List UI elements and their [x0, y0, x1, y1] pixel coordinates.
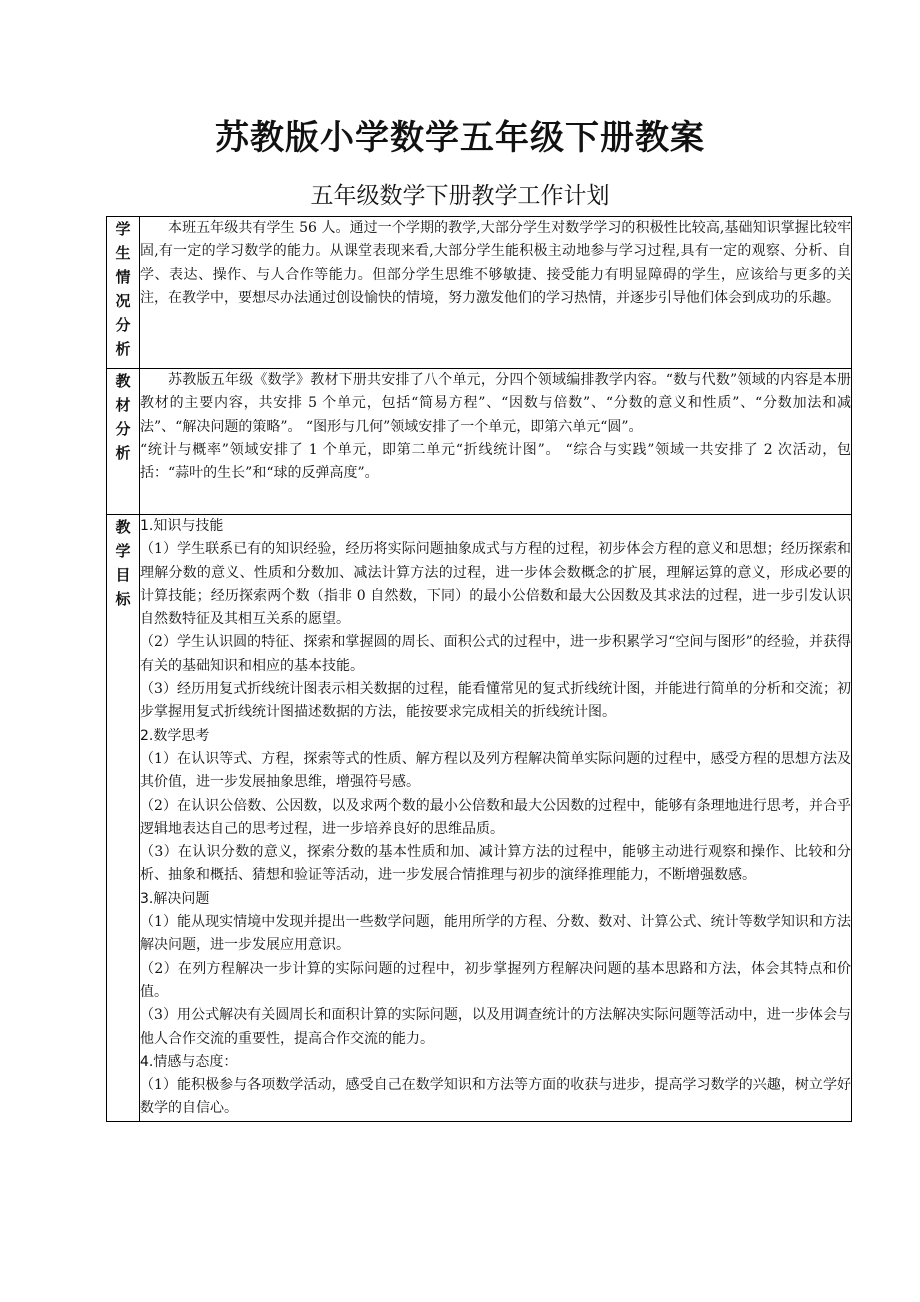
section-title-knowledge: 1.知识与技能: [140, 518, 224, 534]
goal-paragraph: （2）学生认识圆的特征、探索和掌握圆的周长、面积公式的过程中，进一步积累学习“空间与图形”的经验，并获得有关的基础知识和相应的基本技能。: [140, 634, 851, 674]
label-char: 分: [115, 420, 131, 438]
label-char: 析: [115, 444, 131, 462]
material-analysis-para1: 苏教版五年级《数学》教材下册共安排了八个单元，分四个领域编排教学内容。“数与代数”领域的内容是本册教材的主要内容，共安排 5 个单元，包括“简易方程”、“因数与倍数”、“分数的意义和性质”、“分数加法和减法”、“解决问题的策略”。 “图形与几何”领域安排了一个单元，即第六单元“圆”。: [140, 372, 851, 435]
goal-paragraph: （1）能从现实情境中发现并提出一些数学问题，能用所学的方程、分数、数对、计算公式、统计等数学知识和方法解决问题，进一步发展应用意识。: [140, 914, 851, 954]
document-subtitle: 五年级数学下册教学工作计划: [310, 183, 610, 209]
goal-paragraph: （3）用公式解决有关圆周长和面积计算的实际问题，以及用调查统计的方法解决实际问题等活动中，进一步体会与他人合作交流的重要性，提高合作交流的能力。: [140, 1007, 851, 1047]
teaching-goals-content: [140, 515, 852, 1122]
material-analysis-content: [140, 369, 852, 515]
section-title-problem-solving: 3.解决问题: [140, 890, 210, 907]
label-char: 目: [115, 566, 131, 584]
goal-paragraph: （1）能积极参与各项数学活动，感受自己在数学知识和方法等方面的收获与进步，提高学习数学的兴趣，树立学好数学的自信心。: [140, 1077, 851, 1117]
section-title-attitude: 4.情感与态度：: [140, 1053, 238, 1070]
row-label-material-analysis: [107, 369, 140, 515]
label-char: 析: [115, 340, 131, 358]
goal-paragraph: （1）学生联系已有的知识经验，经历将实际问题抽象成式与方程的过程，初步体会方程的意义和思想；经历探索和理解分数的意义、性质和分数加、减法计算方法的过程，进一步体会数概念的扩展，理解运算的意义，形成必要的计算技能；经历探索两个数（指非 0 自然数，下同）的最小公倍数和最大公因数及其求法的过程，进一步引发认识自然数特征及其相互关系的愿望。: [140, 541, 851, 628]
section-title-thinking: 2.数学思考: [140, 727, 210, 744]
material-analysis-para2: “统计与概率”领域安排了 1 个单元，即第二单元“折线统计图”。 “综合与实践”领域一共安排了 2 次活动，包括：“蒜叶的生长”和“球的反弹高度”。: [140, 441, 851, 482]
table-row-students: [107, 217, 852, 369]
document-title: 苏教版小学数学五年级下册教案: [215, 118, 705, 158]
label-char: 分: [115, 316, 131, 334]
row-label-student-analysis: [107, 217, 140, 369]
goal-paragraph: （2）在列方程解决一步计算的实际问题的过程中，初步掌握列方程解决问题的基本思路和方法，体会其特点和价值。: [140, 960, 851, 1000]
goal-paragraph: （1）在认识等式、方程，探索等式的性质、解方程以及列方程解决简单实际问题的过程中，感受方程的思想方法及其价值，进一步发展抽象思维，增强符号感。: [140, 750, 851, 791]
student-analysis-text: 本班五年级共有学生 56 人。通过一个学期的教学,大部分学生对数学学习的积极性比较高,基础知识掌握比较牢固,有一定的学习数学的能力。从课堂表现来看,大部分学生能积极主动地参与学习过程,具有一定的观察、分析、自学、表达、操作、与人合作等能力。但部分学生思维不够敏捷、接受能力有明显障碍的学生，应该给与更多的关注，在教学中，要想尽办法通过创设愉快的情境，努力激发他们的学习热情，并逐步引导他们体会到成功的乐趣。: [140, 220, 851, 306]
goal-paragraph: （2）在认识公倍数、公因数，以及求两个数的最小公倍数和最大公因数的过程中，能够有条理地进行思考，并合乎逻辑地表达自己的思考过程，进一步培养良好的思维品质。: [140, 797, 851, 837]
goal-paragraph: （3）经历用复式折线统计图表示相关数据的过程，能看懂常见的复式折线统计图，并能进行简单的分析和交流；初步掌握用复式折线统计图描述数据的方法，能按要求完成相关的折线统计图。: [140, 681, 851, 721]
label-char: 学: [115, 220, 131, 238]
label-char: 学: [115, 542, 131, 560]
goal-paragraph: （3）在认识分数的意义，探索分数的基本性质和加、减计算方法的过程中，能够主动进行观察和操作、比较和分析、抽象和概括、猜想和验证等活动，进一步发展合情推理与初步的演绎推理能力，不断增强数感。: [140, 844, 851, 884]
label-char: 教: [115, 518, 131, 536]
teaching-plan-table: [106, 216, 852, 1122]
student-analysis-content: [140, 217, 852, 369]
label-char: 生: [115, 244, 131, 262]
label-char: 标: [115, 590, 131, 608]
label-char: 情: [115, 268, 131, 286]
table-row-goals: [107, 515, 852, 1122]
table-row-materials: [107, 369, 852, 515]
row-label-teaching-goals: [107, 515, 140, 1122]
label-char: 教: [115, 372, 131, 390]
label-char: 况: [115, 292, 131, 310]
label-char: 材: [115, 396, 131, 414]
